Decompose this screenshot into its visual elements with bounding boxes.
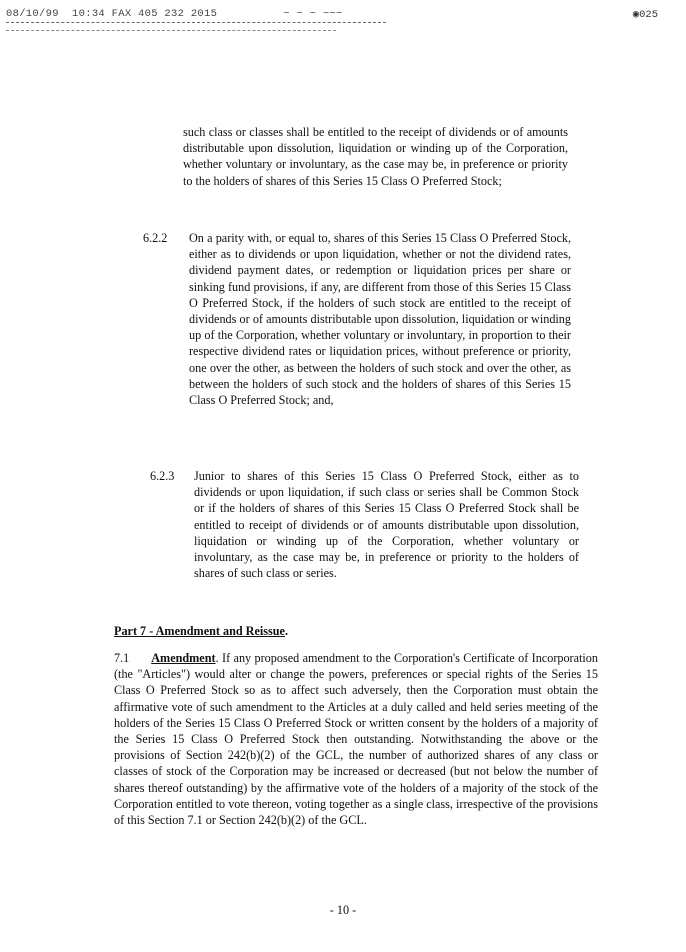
section-number-6-2-3: 6.2.3 xyxy=(150,469,175,483)
section-7-1 xyxy=(114,650,598,828)
section-7-1-text: . If any proposed amendment to the Corporation's Certificate of Incorporation (the "Articles") would alter or change the powers, preferences or special rights of the Series 15 Class O Preferred Stock so as to affect such adversely, then the Corporation must obtain the affirmative vote of such amendment to the Articles at a duly called and held series meeting of the holders of the Series 15 Class O Preferred Stock or written consent by the holders of a majority of the Series 15 Class O Preferred Stock then outstanding. Notwithstanding the above or the provisions of Section 242(b)(2) of the GCL, the number of authorized shares of any class or classes of stock of the Corporation may be increased or decreased (but not below the number of shares thereof outstanding) by the affirmative vote of the holders of a majority of the stock of the Corporation entitled to vote thereon, voting together as a single class, irrespective of the provisions of this Section 7.1 or Section 242(b)(2) of the GCL. xyxy=(114,651,598,828)
part-7-heading-text: Part 7 - Amendment and Reissue xyxy=(114,624,285,638)
fax-rule xyxy=(6,22,386,23)
fax-page-number: ◉025 xyxy=(632,9,658,21)
section-number-7-1: 7.1 xyxy=(114,651,130,665)
section-6-2-2-text: On a parity with, or equal to, shares of this Series 15 Class O Preferred Stock, either as to dividends or upon liquidation, whether or not the dividend rates, dividend payment dates, or redemption or liquidation prices per share or sinking fund provisions, if any, are different from those of this Series 15 Class O Preferred Stock, if the holders of such stock are entitled to the receipt of dividends or of amounts distributable upon dissolution, liquidation or winding up of the Corporation, whether voluntary or involuntary, in proportion to their respective dividend rates or liquidation prices, without preference or priority, one over the other, as between the holders of such stock and over the other, as between the holders of such stock and the holders of shares of this Series 15 Class O Preferred Stock; and, xyxy=(189,231,571,408)
part-7-heading-period: . xyxy=(284,624,289,638)
section-6-2-3-text: Junior to shares of this Series 15 Class O Preferred Stock, either as to dividends or upon liquidation, if such class or series shall be Common Stock or if the holders of shares of this Series 15 Class O Preferred Stock shall be entitled to receipt of dividends or of amounts distributable upon dissolution, liquidation or winding up of the Corporation, whether voluntary or involuntary, as the case may be, in preference or priority to the holders of shares of such class or series. xyxy=(194,469,579,581)
section-number-6-2-2: 6.2.2 xyxy=(143,231,168,245)
section-7-1-keyword: Amendment xyxy=(151,651,216,665)
part-7-heading xyxy=(114,624,288,639)
fax-transmission-line: 08/10/99 10:34 FAX 405 232 2015 ~ ~ ~ ~~~ xyxy=(6,8,343,20)
page-number: - 10 - xyxy=(329,903,357,917)
fax-rule-secondary xyxy=(6,30,336,31)
continuation-paragraph: such class or classes shall be entitled to the receipt of dividends or of amounts distributable upon dissolution, liquidation or winding up of the Corporation, whether voluntary or involuntary, as the case may be, in preference or priority to the holders of shares of this Series 15 Class O Preferred Stock; xyxy=(183,125,568,188)
fax-header xyxy=(6,8,682,38)
